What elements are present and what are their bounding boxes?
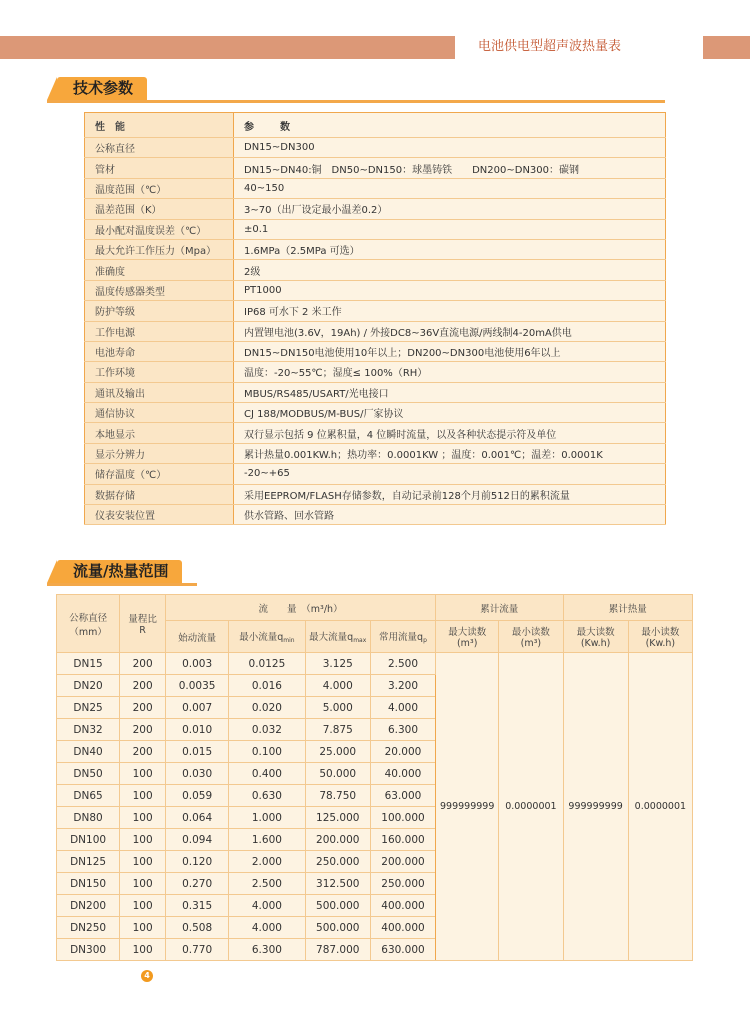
cell-range-ratio: 200 — [120, 741, 166, 763]
page-number: 4 — [141, 970, 153, 982]
cell-range-ratio: 100 — [120, 895, 166, 917]
cell-min-flow: 2.000 — [229, 851, 305, 873]
spec-row — [85, 443, 666, 463]
cell-max-flow: 4.000 — [305, 675, 370, 697]
spec-table — [84, 112, 666, 525]
cell-common-flow: 2.500 — [370, 653, 435, 675]
spec-value: 温度：-20~55℃；湿度≤ 100%（RH） — [234, 362, 666, 382]
section-title-flow: 流量/热量范围 — [57, 560, 182, 583]
cell-dn: DN50 — [57, 763, 120, 785]
spec-value: 40~150 — [234, 178, 666, 198]
spec-key: 数据存储 — [85, 484, 234, 504]
cell-min-flow: 4.000 — [229, 895, 305, 917]
spec-key: 显示分辨力 — [85, 443, 234, 463]
cell-start-flow: 0.059 — [166, 785, 229, 807]
cell-range-ratio: 100 — [120, 763, 166, 785]
header-flow: 流 量 （m³/h） — [166, 595, 436, 621]
cell-range-ratio: 100 — [120, 851, 166, 873]
cell-common-flow: 4.000 — [370, 697, 435, 719]
cell-common-flow: 63.000 — [370, 785, 435, 807]
spec-row — [85, 239, 666, 259]
cell-dn: DN40 — [57, 741, 120, 763]
cell-start-flow: 0.508 — [166, 917, 229, 939]
flow-table — [56, 594, 693, 961]
header-heat-min-read: 最小读数 (Kw.h) — [628, 621, 692, 653]
cell-common-flow: 200.000 — [370, 851, 435, 873]
cell-start-flow: 0.770 — [166, 939, 229, 961]
spec-value: DN15~DN150电池使用10年以上；DN200~DN300电池使用6年以上 — [234, 341, 666, 361]
cell-range-ratio: 100 — [120, 917, 166, 939]
cell-common-flow: 6.300 — [370, 719, 435, 741]
cell-max-flow: 250.000 — [305, 851, 370, 873]
spec-value: 累计热量0.001KW.h；热功率：0.0001KW ；温度：0.001℃；温差：0.0001K — [234, 443, 666, 463]
cell-dn: DN15 — [57, 653, 120, 675]
cell-max-flow: 7.875 — [305, 719, 370, 741]
cell-start-flow: 0.064 — [166, 807, 229, 829]
cell-min-flow: 2.500 — [229, 873, 305, 895]
spec-key: 仪表安装位置 — [85, 505, 234, 525]
header-max-flow: 最大流量$q_{max}$ — [305, 621, 370, 653]
cell-dn: DN20 — [57, 675, 120, 697]
spec-row — [85, 138, 666, 158]
cell-dn: DN200 — [57, 895, 120, 917]
spec-value: CJ 188/MODBUS/M-BUS/厂家协议 — [234, 403, 666, 423]
cell-max-flow: 312.500 — [305, 873, 370, 895]
spec-key: 通讯及输出 — [85, 382, 234, 402]
spec-value: 内置锂电池(3.6V，19Ah) / 外接DC8~36V直流电源/两线制4-20mA供电 — [234, 321, 666, 341]
header-heat-max-read: 最大读数 (Kw.h) — [563, 621, 628, 653]
cell-dn: DN100 — [57, 829, 120, 851]
header-band-right — [703, 36, 750, 59]
header-min-flow: 最小流量$q_{min}$ — [229, 621, 305, 653]
section-tab-flow — [47, 560, 197, 586]
spec-key: 温度范围（℃） — [85, 178, 234, 198]
spec-value: DN15~DN300 — [234, 138, 666, 158]
spec-key: 通信协议 — [85, 403, 234, 423]
section-underline — [47, 583, 197, 586]
cell-dn: DN250 — [57, 917, 120, 939]
cell-max-flow: 200.000 — [305, 829, 370, 851]
cell-start-flow: 0.007 — [166, 697, 229, 719]
spec-key: 本地显示 — [85, 423, 234, 443]
cell-range-ratio: 200 — [120, 675, 166, 697]
cell-start-flow: 0.094 — [166, 829, 229, 851]
spec-row — [85, 484, 666, 504]
cell-cum-heat-min: 0.0000001 — [628, 653, 692, 961]
cell-range-ratio: 100 — [120, 785, 166, 807]
spec-value: 供水管路、回水管路 — [234, 505, 666, 525]
spec-key: 最小配对温度误差（℃） — [85, 219, 234, 239]
cell-dn: DN150 — [57, 873, 120, 895]
cell-min-flow: 6.300 — [229, 939, 305, 961]
header-dn: 公称直径 （mm） — [57, 595, 120, 653]
page-title: 电池供电型超声波热量表 — [478, 39, 622, 54]
cell-common-flow: 3.200 — [370, 675, 435, 697]
header-range-ratio: 量程比 R — [120, 595, 166, 653]
cell-max-flow: 500.000 — [305, 917, 370, 939]
cell-max-flow: 125.000 — [305, 807, 370, 829]
cell-range-ratio: 100 — [120, 807, 166, 829]
spec-header-row — [85, 113, 666, 138]
cell-min-flow: 0.032 — [229, 719, 305, 741]
spec-value: DN15~DN40:铜 DN50~DN150：球墨铸铁 DN200~DN300：碳钢 — [234, 158, 666, 178]
section-title-spec: 技术参数 — [57, 77, 147, 100]
cell-max-flow: 50.000 — [305, 763, 370, 785]
header-start-flow: 始动流量 — [166, 621, 229, 653]
cell-start-flow: 0.270 — [166, 873, 229, 895]
cell-dn: DN300 — [57, 939, 120, 961]
cell-start-flow: 0.015 — [166, 741, 229, 763]
spec-row — [85, 505, 666, 525]
spec-key: 公称直径 — [85, 138, 234, 158]
cell-dn: DN32 — [57, 719, 120, 741]
cell-cum-heat-max: 999999999 — [563, 653, 628, 961]
flow-row — [57, 653, 693, 675]
cell-min-flow: 0.630 — [229, 785, 305, 807]
spec-key: 温差范围（K） — [85, 199, 234, 219]
cell-max-flow: 787.000 — [305, 939, 370, 961]
spec-value: PT1000 — [234, 280, 666, 300]
flow-header-row-1 — [57, 595, 693, 621]
spec-row — [85, 219, 666, 239]
cell-common-flow: 250.000 — [370, 873, 435, 895]
spec-header-key: 性 能 — [85, 113, 234, 138]
spec-key: 储存温度（℃） — [85, 464, 234, 484]
cell-min-flow: 0.400 — [229, 763, 305, 785]
spec-key: 工作环境 — [85, 362, 234, 382]
spec-value: -20~+65 — [234, 464, 666, 484]
cell-common-flow: 400.000 — [370, 895, 435, 917]
cell-common-flow: 160.000 — [370, 829, 435, 851]
cell-cum-flow-min: 0.0000001 — [499, 653, 563, 961]
cell-dn: DN25 — [57, 697, 120, 719]
cell-range-ratio: 100 — [120, 939, 166, 961]
cell-range-ratio: 200 — [120, 719, 166, 741]
spec-row — [85, 382, 666, 402]
spec-key: 准确度 — [85, 260, 234, 280]
cell-start-flow: 0.0035 — [166, 675, 229, 697]
cell-min-flow: 4.000 — [229, 917, 305, 939]
spec-value: 3~70（出厂设定最小温差0.2） — [234, 199, 666, 219]
spec-value: 采用EEPROM/FLASH存储参数，自动记录前128个月前512日的累积流量 — [234, 484, 666, 504]
spec-key: 防护等级 — [85, 301, 234, 321]
spec-value: 双行显示包括 9 位累积量，4 位瞬时流量，以及各种状态提示符及单位 — [234, 423, 666, 443]
spec-value: MBUS/RS485/USART/光电接口 — [234, 382, 666, 402]
cell-min-flow: 0.0125 — [229, 653, 305, 675]
spec-row — [85, 321, 666, 341]
spec-value: IP68 可水下 2 米工作 — [234, 301, 666, 321]
spec-row — [85, 280, 666, 300]
cell-common-flow: 630.000 — [370, 939, 435, 961]
spec-header-value: 参 数 — [234, 113, 666, 138]
cell-max-flow: 500.000 — [305, 895, 370, 917]
cell-start-flow: 0.120 — [166, 851, 229, 873]
spec-value: 2级 — [234, 260, 666, 280]
spec-row — [85, 423, 666, 443]
cell-start-flow: 0.003 — [166, 653, 229, 675]
cell-max-flow: 25.000 — [305, 741, 370, 763]
cell-dn: DN80 — [57, 807, 120, 829]
cell-min-flow: 0.020 — [229, 697, 305, 719]
spec-row — [85, 464, 666, 484]
cell-start-flow: 0.010 — [166, 719, 229, 741]
spec-key: 电池寿命 — [85, 341, 234, 361]
spec-key: 工作电源 — [85, 321, 234, 341]
spec-row — [85, 362, 666, 382]
cell-max-flow: 5.000 — [305, 697, 370, 719]
section-tab-spec — [47, 77, 665, 103]
cell-common-flow: 40.000 — [370, 763, 435, 785]
cell-min-flow: 0.016 — [229, 675, 305, 697]
cell-dn: DN125 — [57, 851, 120, 873]
spec-value: ±0.1 — [234, 219, 666, 239]
spec-row — [85, 260, 666, 280]
header-flow-max-read: 最大读数 (m³) — [436, 621, 499, 653]
spec-row — [85, 403, 666, 423]
spec-key: 管材 — [85, 158, 234, 178]
cell-common-flow: 100.000 — [370, 807, 435, 829]
header-cum-flow: 累计流量 — [436, 595, 563, 621]
cell-range-ratio: 200 — [120, 653, 166, 675]
cell-start-flow: 0.030 — [166, 763, 229, 785]
header-common-flow: 常用流量$q_p$ — [370, 621, 435, 653]
spec-row — [85, 341, 666, 361]
spec-row — [85, 199, 666, 219]
spec-key: 最大允许工作压力（Mpa） — [85, 239, 234, 259]
cell-min-flow: 1.000 — [229, 807, 305, 829]
cell-max-flow: 3.125 — [305, 653, 370, 675]
cell-dn: DN65 — [57, 785, 120, 807]
cell-cum-flow-max: 999999999 — [436, 653, 499, 961]
spec-value: 1.6MPa（2.5MPa 可选） — [234, 239, 666, 259]
cell-common-flow: 20.000 — [370, 741, 435, 763]
cell-range-ratio: 100 — [120, 873, 166, 895]
cell-min-flow: 1.600 — [229, 829, 305, 851]
cell-common-flow: 400.000 — [370, 917, 435, 939]
spec-row — [85, 301, 666, 321]
spec-row — [85, 178, 666, 198]
header-flow-min-read: 最小读数 (m³) — [499, 621, 563, 653]
cell-start-flow: 0.315 — [166, 895, 229, 917]
cell-min-flow: 0.100 — [229, 741, 305, 763]
cell-range-ratio: 100 — [120, 829, 166, 851]
cell-max-flow: 78.750 — [305, 785, 370, 807]
cell-range-ratio: 200 — [120, 697, 166, 719]
header-cum-heat: 累计热量 — [563, 595, 693, 621]
section-underline — [47, 100, 665, 103]
header-band-left — [0, 36, 455, 59]
spec-row — [85, 158, 666, 178]
spec-key: 温度传感器类型 — [85, 280, 234, 300]
